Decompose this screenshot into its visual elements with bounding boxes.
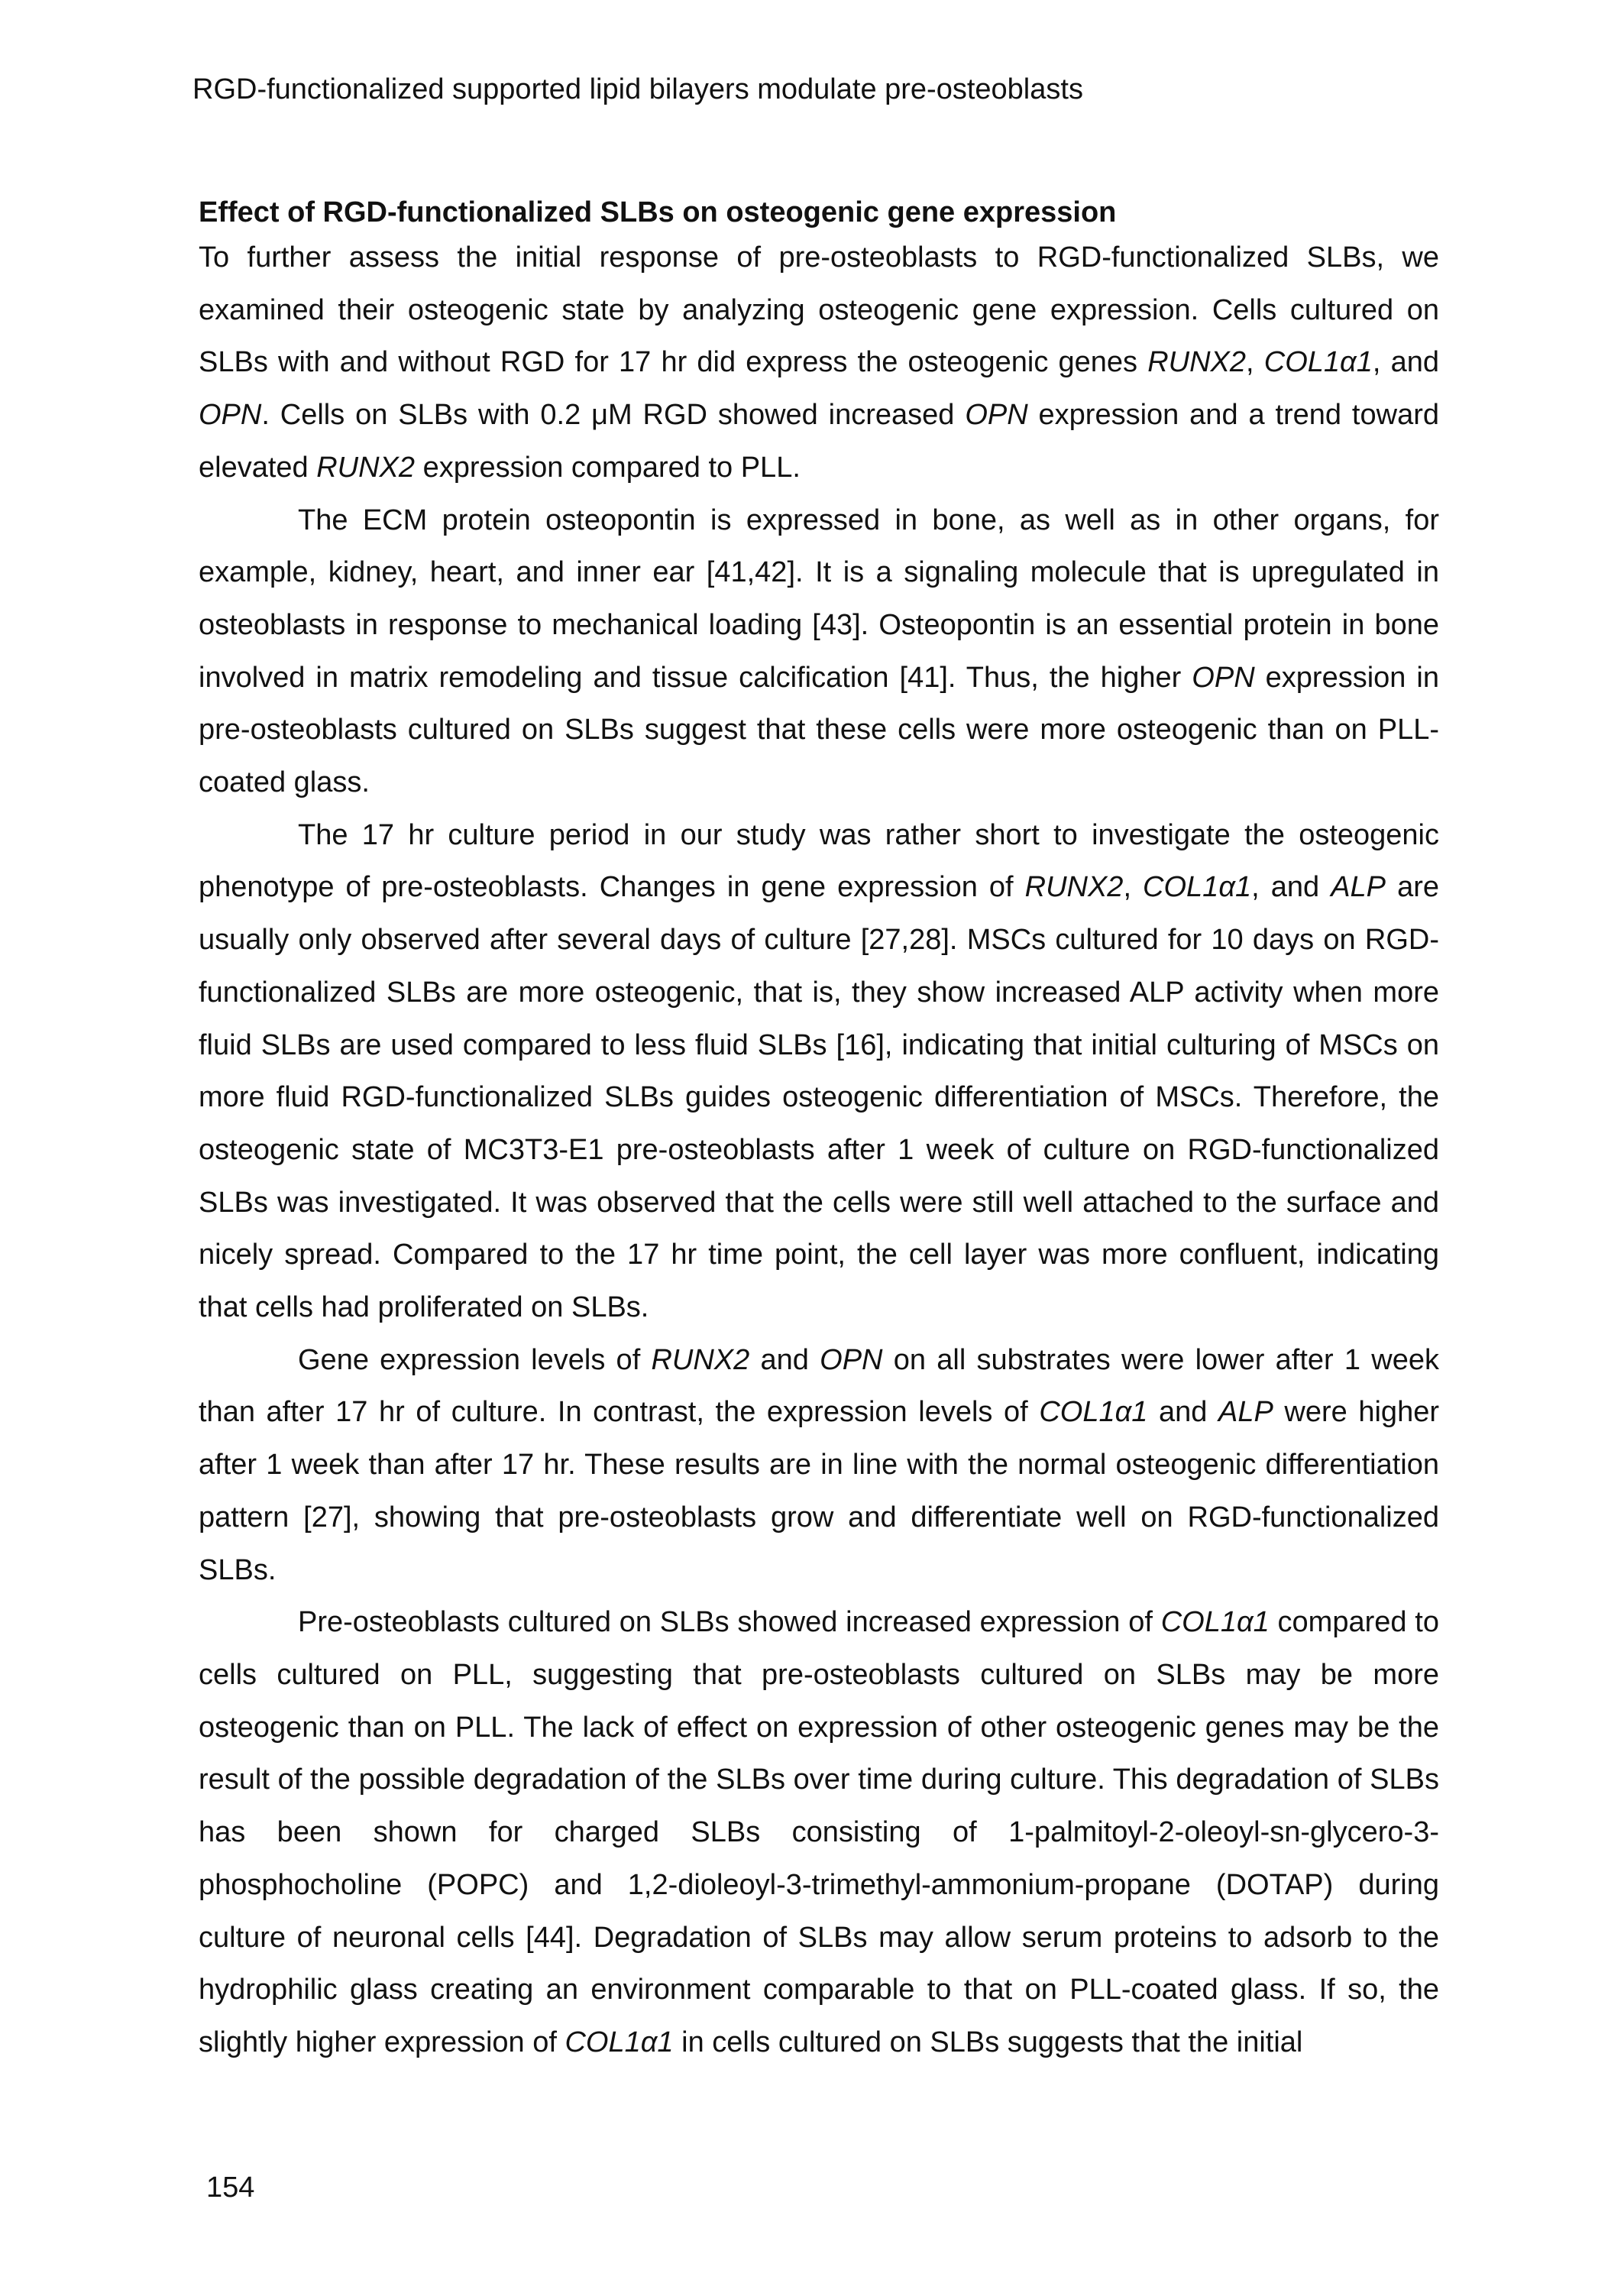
text-span: compared to cells cultured on PLL, suggesting that pre-osteoblasts cultured on SLBs may be more osteogenic than on PLL. The lack of effect on expression of other osteogenic genes may be the result of the possible degradation of the SLBs over time during culture. This degradation of SLBs has been shown for charged SLBs consisting of 1-palmitoyl-2-oleoyl-sn-glycero-3-phosphocholine (POPC) and 1,2-dioleoyl-3-trimethyl-ammonium-propane (DOTAP) during culture of neuronal cells [44]. Degradation of SLBs may allow serum proteins to adsorb to the hydrophilic glass creating an environment comparable to that on PLL-coated glass. If so, the slightly higher expression of (199, 1606, 1439, 2058)
text-span: , (1246, 346, 1264, 379)
text-span: and (1147, 1396, 1218, 1429)
article-body (199, 193, 1439, 2069)
text-span: were higher after 1 week than after 17 hr. These results are in line with the normal osteogenic differentiation pattern [27], showing that pre-osteoblasts grow and differentiate well on RGD-functionalized SLBs. (199, 1396, 1439, 1586)
text-span: , (1123, 871, 1144, 904)
text-span: in cells cultured on SLBs suggests that the initial (673, 2026, 1303, 2058)
text-span: The 17 hr culture period in our study was rather short to investigate the osteogenic phenotype of pre-osteoblasts. Changes in gene expression of (199, 818, 1439, 904)
gene-name: COL1α1 (1263, 346, 1373, 379)
gene-name: RUNX2 (1147, 346, 1247, 379)
text-span: Gene expression levels of (298, 1343, 652, 1376)
running-header: RGD-functionalized supported lipid bilayers modulate pre-osteoblasts (192, 73, 1083, 105)
text-span: . Cells on SLBs with 0.2 μM RGD showed increased (261, 399, 966, 432)
text-span: , and (1372, 346, 1439, 379)
section-title: Effect of RGD-functionalized SLBs on osteogenic gene expression (199, 196, 1117, 228)
paragraph-3 (199, 809, 1439, 1334)
paragraph-5 (199, 1596, 1439, 2068)
text-span: on all substrates were lower after 1 week than after 17 hr of culture. In contrast, the expression levels of (199, 1343, 1439, 1429)
gene-name: RUNX2 (316, 451, 416, 484)
gene-name: OPN (820, 1343, 883, 1376)
page-number: 154 (206, 2172, 255, 2204)
text-span: Pre-osteoblasts cultured on SLBs showed increased expression of (298, 1606, 1161, 1639)
gene-name: RUNX2 (1024, 871, 1124, 904)
gene-name: COL1α1 (1143, 871, 1252, 904)
text-span: are usually only observed after several days of culture [27,28]. MSCs cultured for 10 days on RGD-functionalized SLBs are more osteogenic, that is, they show increased ALP activity when more fluid SLBs are used compared to less fluid SLBs [16], indicating that initial culturing of MSCs on more fluid RGD-functionalized SLBs guides osteogenic differentiation of MSCs. Therefore, the osteogenic state of MC3T3-E1 pre-osteoblasts after 1 week of culture on RGD-functionalized SLBs was investigated. It was observed that the cells were still well attached to the surface and nicely spread. Compared to the 17 hr time point, the cell layer was more confluent, indicating that cells had proliferated on SLBs. (199, 871, 1439, 1324)
text-span: expression and a trend toward elevated (199, 399, 1439, 484)
text-span: , and (1251, 871, 1331, 904)
text-span: To further assess the initial response of pre-osteoblasts to RGD-functionalized SLBs, we examined their osteogenic state by analyzing osteogenic gene expression. Cells cultured on SLBs with and without RGD for 17 hr did express the osteogenic genes (199, 241, 1439, 379)
text-span: expression compared to PLL. (415, 451, 801, 484)
paragraph-2 (199, 494, 1439, 809)
gene-name: OPN (965, 399, 1028, 432)
paragraph-1 (199, 232, 1439, 494)
text-span: expression in pre-osteoblasts cultured on SLBs suggest that these cells were more osteogenic than on PLL-coated glass. (199, 661, 1440, 799)
text-span: and (749, 1343, 820, 1376)
gene-name: OPN (199, 399, 262, 432)
gene-name: OPN (1192, 661, 1255, 694)
gene-name: RUNX2 (651, 1343, 750, 1376)
gene-name: ALP (1331, 871, 1386, 904)
paragraph-4 (199, 1334, 1439, 1597)
gene-name: COL1α1 (1039, 1396, 1148, 1429)
gene-name: COL1α1 (1160, 1606, 1270, 1639)
text-span: The ECM protein osteopontin is expressed in bone, as well as in other organs, for example, kidney, heart, and inner ear [41,42]. It is a signaling molecule that is upregulated in osteoblasts in response to mechanical loading [43]. Osteopontin is an essential protein in bone involved in matrix remodeling and tissue calcification [41]. Thus, the higher (199, 504, 1439, 694)
gene-name: ALP (1218, 1396, 1273, 1429)
gene-name: COL1α1 (565, 2026, 674, 2058)
